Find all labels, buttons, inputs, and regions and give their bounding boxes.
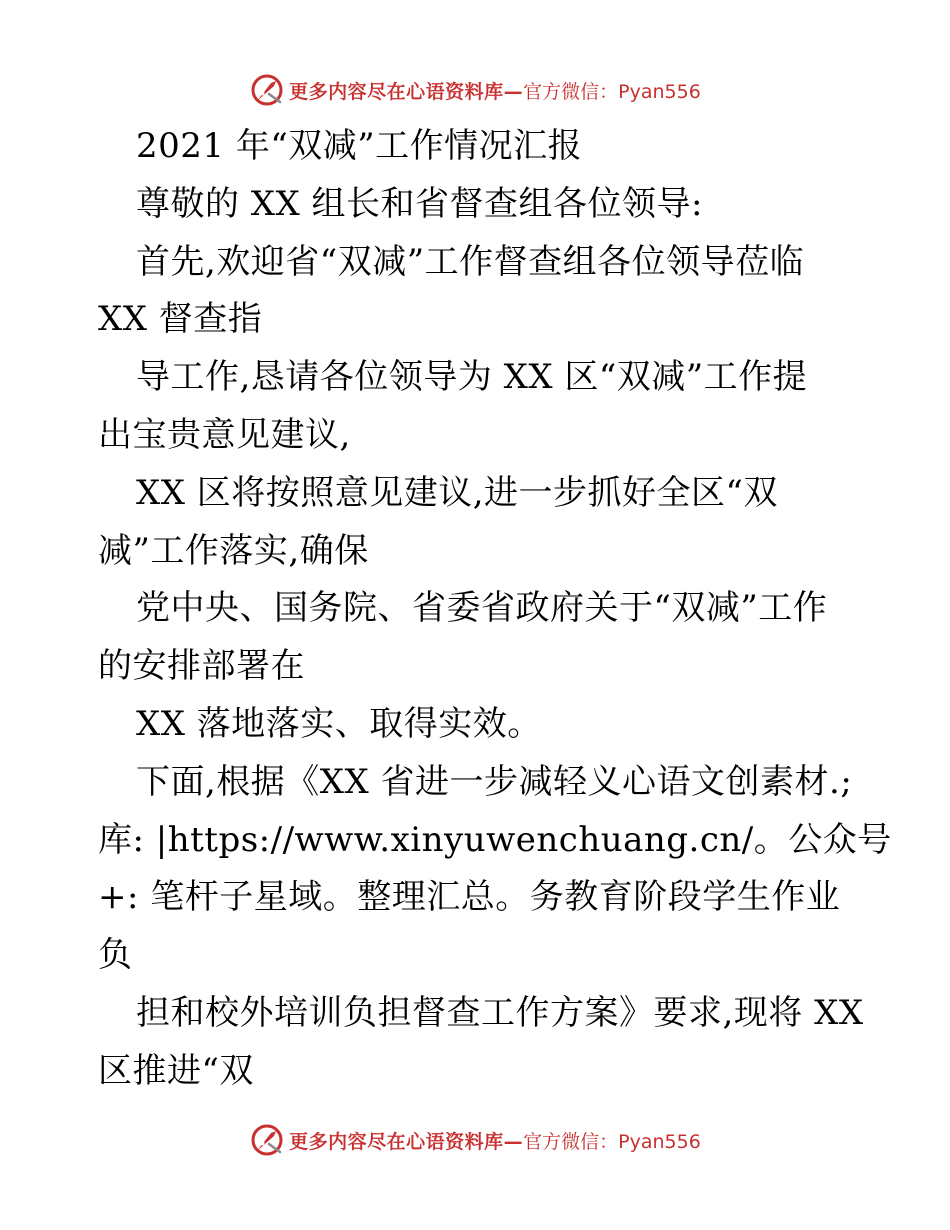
paragraph-line: 库: |https://www.xinyuwenchuang.cn/。公众号	[98, 819, 892, 860]
banner-brand-text: 更多内容尽在心语资料库—	[289, 80, 524, 103]
paragraph-line: 党中央、国务院、省委省政府关于“双减”工作	[136, 588, 828, 629]
banner-contact-text: 官方微信：Pyan556	[523, 80, 701, 103]
paragraph-line: +: 笔杆子星域。整理汇总。务教育阶段学生作业	[98, 877, 841, 918]
paragraph-line: 下面,根据《XX 省进一步减轻义心语文创素材.;	[136, 761, 853, 802]
paragraph-line: 出宝贵意见建议,	[98, 414, 351, 455]
banner-brand-text: 更多内容尽在心语资料库—	[289, 1130, 524, 1153]
paragraph-line: 首先,欢迎省“双减”工作督查组各位领导莅临	[136, 241, 805, 282]
paragraph-line: XX 落地落实、取得实效。	[136, 703, 542, 744]
paragraph-line: 的安排部署在	[98, 646, 305, 687]
paragraph-line: XX 督查指	[98, 299, 263, 340]
quill-circle-logo-icon	[249, 72, 285, 108]
paragraph-line: 负	[98, 935, 133, 976]
paragraph-line: 减”工作落实,确保	[98, 530, 369, 571]
document-body	[98, 118, 892, 1101]
document-title: 2021 年“双减”工作情况汇报	[136, 126, 583, 166]
salutation-line: 尊敬的 XX 组长和省督查组各位领导:	[136, 183, 703, 224]
footer-banner	[0, 1120, 950, 1160]
paragraph-line: XX 区将按照意见建议,进一步抓好全区“双	[136, 472, 778, 513]
paragraph-line: 区推进“双	[98, 1050, 254, 1091]
paragraph-line: 担和校外培训负担督查工作方案》要求,现将 XX	[136, 992, 864, 1033]
banner-contact-text: 官方微信：Pyan556	[523, 1130, 701, 1153]
quill-circle-logo-icon	[249, 1122, 285, 1158]
paragraph-line: 导工作,恳请各位领导为 XX 区“双减”工作提	[136, 357, 808, 398]
header-banner	[0, 70, 950, 110]
